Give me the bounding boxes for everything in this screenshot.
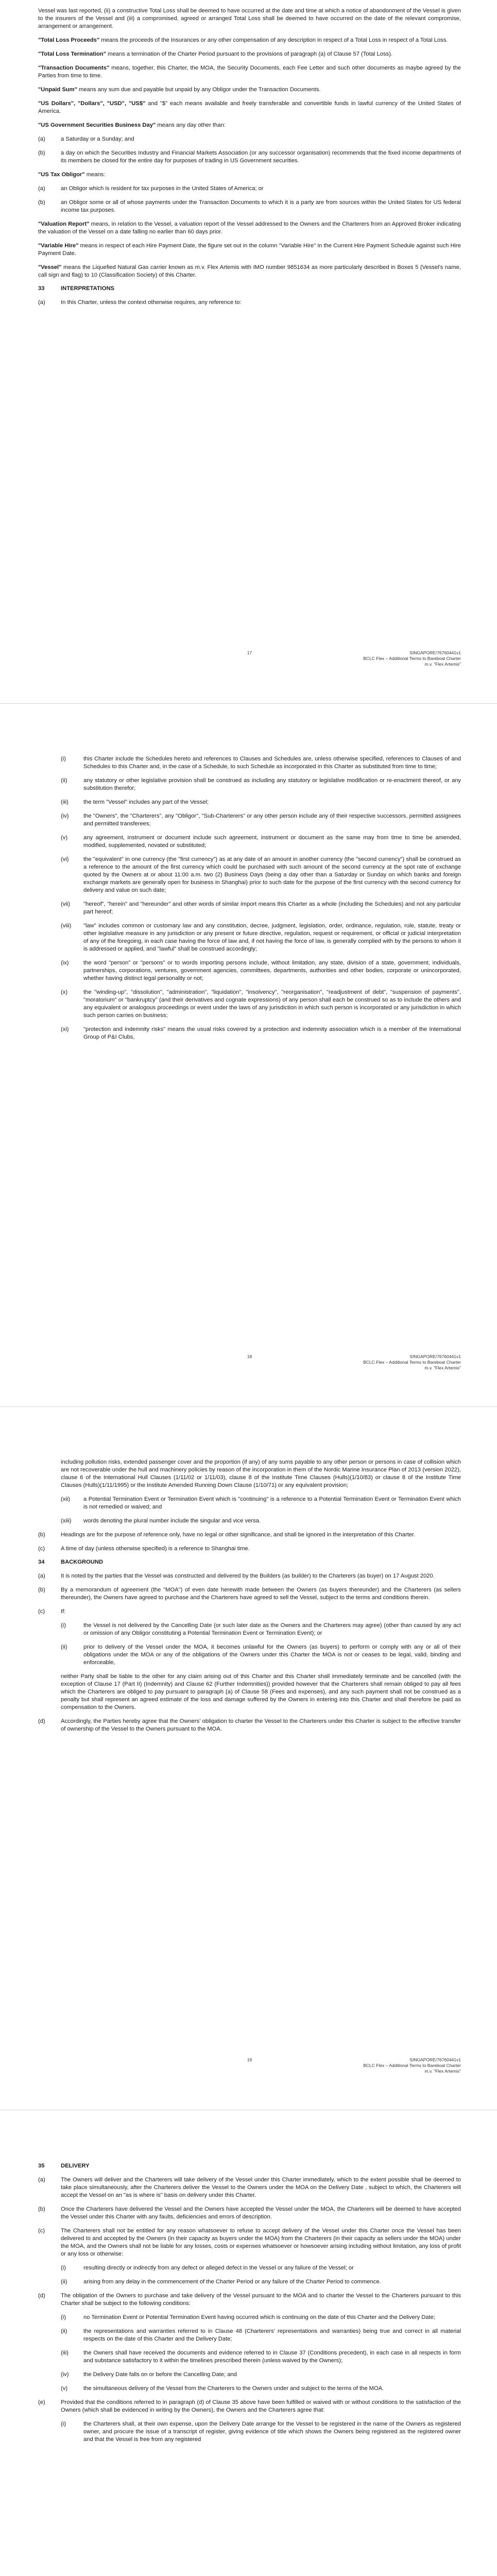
defined-term: "Unpaid Sum" xyxy=(38,87,77,93)
sub-clause-item xyxy=(38,834,461,850)
clause-text: The obligation of the Owners to purchase and take delivery of the Vessel pursuant to the MOA and to charter the Vessel to the Charterers pursuant to this Charter shall be subject to the following conditions: xyxy=(61,2293,461,2307)
page-17-body xyxy=(38,7,461,313)
clause-label: (b) xyxy=(38,150,45,156)
clause-paragraph: Vessel was last reported, (ii) a constructive Total Loss shall be deemed to have occurred at the date and time at which a notice of abandonment of the Vessel is given to the insurers of the Vessel and (iii) a compromised, agreed or arranged Total Loss shall be deemed to have occurred on the date of the relevant compromise, arrangement or arrangement. xyxy=(38,8,461,29)
clause-title: DELIVERY xyxy=(61,2163,90,2169)
clause-text: words denoting the plural number include the singular and vice versa. xyxy=(83,1518,261,1524)
clause-paragraph: neither Party shall be liable to the other for any claim arising out of this Charter and this Charter shall immediately terminate and be cancelled (with the exception of Clause 17 (Part II) (Indemnity) and Clause 62 (Further Indemnities)) provided however that the Charterers shall remain obliged to pay all fees which the Charterers are obliged to pay pursuant to paragraph (a) of Clause 58 (Fees and expenses), and any such payment shall not be construed as a penalty but shall represent an agreed estimate of the loss and damage suffered by the Owners in entering into this Charter and shall therefore be paid as compensation to the Owners. xyxy=(61,1673,461,1710)
definition-paragraph xyxy=(38,37,461,44)
clause-text: prior to delivery of the Vessel under the MOA, it becomes unlawful for the Owners (as buyers) to perform or comply with any or all of their obligations under the MOA or any of the obligations of the Owners under this Charter the MOA is not or ceases to be legal, valid, binding and enforceable, xyxy=(83,1644,461,1666)
clause-label: (b) xyxy=(38,199,45,206)
clause-title: INTERPRETATIONS xyxy=(61,285,115,292)
clause-heading xyxy=(38,285,461,292)
defined-term: "Total Loss Termination" xyxy=(38,51,107,57)
clause-label: (c) xyxy=(38,1608,45,1615)
clause-text: A time of day (unless otherwise specified) is a reference to Shanghai time. xyxy=(61,1546,250,1552)
clause-text: the Charterers shall, at their own expense, upon the Delivery Date arrange for the Vessel to be registered in the name of the Owners as registered owner, and procure the issue of a transcript of register, giving evidence of title which shows the Owners being registered as the registered owner and that the Vessel is free from any registered xyxy=(83,2421,461,2443)
defined-term: "Vessel" xyxy=(38,264,62,270)
clause-text: the term "Vessel" includes any part of the Vessel; xyxy=(83,799,209,805)
clause-label: (i) xyxy=(61,2265,66,2271)
sub-clause-item xyxy=(38,2328,461,2343)
clause-text: Once the Charterers have delivered the Vessel and the Owners have accepted the Vessel under the MOA, the Charterers will be deemed to have accepted the Vessel under this Charter with any faults, deficiencies and errors of description. xyxy=(61,2206,461,2220)
definition-text: means a termination of the Charter Period pursuant to the provisions of paragraph (a) of Clause 57 (Total Loss). xyxy=(106,51,392,57)
clause-item xyxy=(38,2399,461,2414)
sub-clause-item xyxy=(38,922,461,953)
definition-paragraph xyxy=(38,264,461,279)
clause-label: (i) xyxy=(61,756,66,762)
definition-text: means, together, this Charter, the MOA, the Security Documents, each Fee Letter and such other documents as maybe agreed by the Parties from time to time. xyxy=(38,65,461,79)
clause-text: resulting directly or indirectly from any defect or alleged defect in the Vessel or any failure of the Vessel; or xyxy=(83,2265,354,2271)
clause-label: (a) xyxy=(38,299,45,306)
clause-paragraph: including pollution risks, extended passenger cover and the proportion (if any) of any sums payable to any other person or persons in case of collision which are not recoverable under the hull and machinery policies by reason of the incorporation in them of the Nordic Marine Insurance Plan of 2013 (version 2022), clause 6 of the International Hull Clauses (1/11/02 or 1/11/03), clause 8 of the Institute Time Clauses (Hulls)(1/10/83) or clause 8 of the Institute Time Clauses (Hulls)(1/11/1995) or the Institute Amended Running Down Clause (1/10/71) or any equivalent provision; xyxy=(61,1459,461,1488)
page-18 xyxy=(0,704,497,1406)
clause-label: (xi) xyxy=(61,1026,69,1032)
clause-heading xyxy=(38,1559,461,1565)
clause-text: The Charterers shall not be entitled for any reason whatsoever to refuse to accept delivery of the Vessel under this Charter once the Vessel has been delivered to and accepted by the Owners (in their capacity as buyers under the MOA) from the Charterers (in their capacity as sellers under the MOA) under the MOA, and the Owners shall not be liable for any losses, costs or expenses whatsoever or howsoever arising including without limitation, any loss of profit or any loss or otherwise: xyxy=(61,2228,461,2257)
page-18-body xyxy=(38,755,461,1047)
clause-item xyxy=(38,1545,461,1553)
clause-label: (xiii) xyxy=(61,1518,72,1524)
clause-text: any agreement, instrument or document include such agreement, instrument or document as the same may from time to time be amended, modified, supplemented, novated or substituted; xyxy=(83,835,461,849)
clause-text: the simultaneous delivery of the Vessel from the Charterers to the Owners under and subject to the terms of the MOA. xyxy=(83,2385,384,2392)
clause-label: (c) xyxy=(38,1546,45,1552)
clause-text: The Owners will deliver and the Charterers will take delivery of the Vessel under this Charter immediately, which to the extent possible shall be deemed to take place simultaneously, after the Charterers deliver the Vessel to the Owners under the MOA on the Delivery Date , subject to which, the Charterers will accept the Vessel on an "as is where is" basis on delivery under this Charter. xyxy=(61,2177,461,2198)
page-19 xyxy=(0,1407,497,2110)
clause-label: (ix) xyxy=(61,960,69,966)
definition-text: means any sum due and payable but unpaid by any Obligor under the Transaction Documents. xyxy=(77,87,321,93)
clause-number: 33 xyxy=(38,285,45,292)
defined-term: "US Tax Obligor" xyxy=(38,172,85,178)
clause-label: (i) xyxy=(61,2421,66,2427)
clause-label: (i) xyxy=(61,2314,66,2320)
clause-item xyxy=(38,149,461,165)
definition-text: means the Liquefied Natural Gas carrier known as m.v. Flex Artemis with IMO number 9851634 as more particularly described in Boxes 5 (Vessel's name, call sign and flag) to 10 (Classification Society) of this Charter. xyxy=(38,264,461,278)
document-reference: SINGAPORE/76760441v1 BCLC Flex – Additional Terms to Bareboat Charter m.v. "Flex Artemis" xyxy=(363,2057,461,2074)
clause-text: the Owners shall have received the documents and evidence referred to in Clause 37 (Conditions precedent), in each case in all respects in form and substance satisfactory to it within the timelines prescribed therein (unless waived by the Owners); xyxy=(83,2350,461,2364)
clause-label: (d) xyxy=(38,1718,45,1724)
clause-label: (iv) xyxy=(61,2371,69,2378)
clause-text: By a memorandum of agreement (the "MOA") of even date herewith made between the Owners (as buyers thereunder) and the Charterers (as sellers thereunder), the Owners have agreed to purchase and the Charterers have agreed to sell the Vessel, subject to the terms and conditions therein. xyxy=(61,1587,461,1601)
clause-item xyxy=(38,2292,461,2308)
clause-label: (a) xyxy=(38,136,45,142)
clause-text: an Obligor which is resident for tax purposes in the United States of America; or xyxy=(61,185,264,192)
clause-text: the Vessel is not delivered by the Cancelling Date (or such later date as the Owners and the Charterers may agree) (other than caused by any act or omission of any Obligor constituting a Potential Termination Event or Termination Event); or xyxy=(83,1622,461,1636)
defined-term: "Total Loss Proceeds" xyxy=(38,37,100,43)
clause-text: arising from any delay in the commencement of the Charter Period or any failure of the Charter Period to commence. xyxy=(83,2279,381,2285)
definition-paragraph xyxy=(38,100,461,115)
definition-text: means in respect of each Hire Payment Date, the figure set out in the column "Variable Hire" in the Current Hire Payment Schedule against such Hire Payment Date. xyxy=(38,243,461,257)
sub-clause-item xyxy=(38,2420,461,2444)
clause-text: "hereof", "herein" and "hereunder" and other words of similar import means this Charter as a whole (including the Schedules) and not any particular part hereof; xyxy=(83,901,461,915)
clause-label: (b) xyxy=(38,2206,45,2212)
clause-text: a Potential Termination Event or Termination Event which is "continuing" is a reference to a Potential Termination Event or Termination Event which is not remedied or waived; and xyxy=(83,1496,461,1510)
clause-label: (v) xyxy=(61,835,68,841)
clause-label: (viii) xyxy=(61,923,72,929)
clause-text: the "winding-up", "dissolution", "administration", "liquidation", "insolvency", "reorganisation", "readjustment of debt", "suspension of payments", "moratorium" or "bankruptcy" (and their derivatives and cognate expressions) of any person shall each be construed so as to include the others and any equivalent or analogous proceedings or event under the laws of any jurisdiction in which such person is incorporated or any jurisdiction in which such person carries on business; xyxy=(83,989,461,1019)
page-20 xyxy=(0,2110,497,2576)
clause-item xyxy=(38,1608,461,1616)
clause-label: (iv) xyxy=(61,813,69,819)
definition-paragraph xyxy=(38,122,461,129)
clause-label: (c) xyxy=(38,2228,45,2234)
clause-text: "protection and indemnity risks" means the usual risks covered by a protection and indemnity association which is a member of the International Group of P&I Clubs, xyxy=(83,1026,461,1040)
clause-text: Provided that the conditions referred to in paragraph (d) of Clause 35 above have been fulfilled or waived with or without conditions to the satisfaction of the Owners (which shall be evidenced in writing by the Owners), the Owners and the Charterers agree that: xyxy=(61,2399,461,2413)
defined-term: "Transaction Documents" xyxy=(38,65,110,71)
clause-item xyxy=(38,299,461,307)
clause-item xyxy=(38,2206,461,2221)
clause-heading xyxy=(38,2163,461,2169)
sub-clause-item xyxy=(38,1026,461,1041)
definition-paragraph xyxy=(38,171,461,179)
definition-paragraph xyxy=(38,50,461,58)
clause-item xyxy=(38,199,461,214)
page-17 xyxy=(0,0,497,703)
defined-term: "US Dollars", "Dollars", "USD", "US$" xyxy=(38,100,146,107)
clause-item xyxy=(38,1718,461,1733)
defined-term: "Valuation Report" xyxy=(38,221,90,227)
clause-label: (iii) xyxy=(61,2350,68,2356)
clause-label: (ii) xyxy=(61,1644,67,1650)
clause-title: BACKGROUND xyxy=(61,1559,104,1565)
sub-clause-item xyxy=(38,1496,461,1511)
clause-label: (b) xyxy=(38,1532,45,1538)
clause-item xyxy=(38,1586,461,1602)
definition-paragraph xyxy=(38,64,461,80)
sub-clause-item xyxy=(38,2349,461,2365)
sub-clause-item xyxy=(38,1517,461,1525)
clause-label: (vi) xyxy=(61,856,69,862)
sub-clause-item xyxy=(38,2314,461,2321)
clause-text: the "Owners", the "Charterers", any "Obligor", "Sub-Charterers" or any other person include any of their respective successors, permitted assignees and permitted transferees; xyxy=(83,813,461,827)
sub-clause-item xyxy=(38,812,461,828)
clause-item xyxy=(38,1572,461,1580)
clause-label: (ii) xyxy=(61,2328,67,2334)
defined-term: "US Government Securities Business Day" xyxy=(38,122,156,128)
clause-label: (ii) xyxy=(61,2279,67,2285)
clause-item xyxy=(38,2176,461,2199)
sub-clause-item xyxy=(38,2371,461,2379)
clause-label: (d) xyxy=(38,2293,45,2299)
clause-text: the representations and warranties referred to in Clause 48 (Charterers' representations and warranties) being true and correct in all material respects on the date of this Charter and the Delivery Date; xyxy=(83,2328,461,2342)
clause-text: If: xyxy=(61,1608,66,1615)
clause-text: In this Charter, unless the context otherwise requires, any reference to: xyxy=(61,299,242,306)
clause-text: the word "person" or "persons" or to words importing persons include, without limitation, any state, division of a state, government, individuals, partnerships, corporations, ventures, government agencies, committees, departments, authorities and other bodies, corporate or unincorporated, whether having distinct legal personality or not; xyxy=(83,960,461,981)
definition-text: means, in relation to the Vessel, a valuation report of the Vessel addressed to the Owners and the Charterers from an Approved Broker indicating the valuation of the Vessel on a date falling no earlier than 60 days prior. xyxy=(38,221,461,235)
clause-text: "law" includes common or customary law and any constitution, decree, judgment, legislation, order, ordinance, regulation, rule, statute, treaty or other legislative measure in any jurisdiction or any present or future directive, regulation, request or requirement, or official or judicial interpretation of any of the foregoing, in each case having the force of law and, if not having the force of law, is generally complied with by the persons to whom it is addressed or applied, and "lawful" shall be construed accordingly; xyxy=(83,923,461,952)
clause-text: the Delivery Date falls on or before the Cancelling Date; and xyxy=(83,2371,237,2378)
page-19-body xyxy=(38,1459,461,1739)
sub-clause-item xyxy=(38,2385,461,2393)
clause-label: (b) xyxy=(38,1587,45,1593)
page-20-body xyxy=(38,2160,461,2450)
sub-clause-item xyxy=(38,959,461,982)
sub-clause-item xyxy=(38,901,461,916)
clause-text: the "equivalent" in one currency (the "first currency") as at any date of an amount in another currency (the "second currency") shall be construed as a reference to the amount of the first currency which could be purchased with such amount of the second currency at the spot rate of exchange quoted by the Owners at or about 11:00 a.m. two (2) Business Days (being a day other than a Saturday or Sunday on which banks and foreign exchange markets are generally open for business in Shanghai) prior to such date for the purpose of the first currency with the second currency for delivery and value on such date; xyxy=(83,856,461,893)
clause-text: any statutory or other legislative provision shall be construed as including any statutory or legislative modification or re-enactment thereof, or any substitution therefor; xyxy=(83,777,461,791)
clause-item xyxy=(38,135,461,143)
definition-paragraph xyxy=(38,86,461,94)
definition-text: and "$" each means available and freely transferable and convertible funds in lawful currency of the United States of America. xyxy=(38,100,461,114)
sub-clause-item xyxy=(38,856,461,894)
document-reference: SINGAPORE/76760441v1 BCLC Flex – Additional Terms to Bareboat Charter m.v. "Flex Artemis" xyxy=(363,1354,461,1370)
clause-number: 34 xyxy=(38,1559,45,1565)
clause-label: (e) xyxy=(38,2399,45,2405)
sub-clause-item xyxy=(38,2264,461,2272)
page-number: 17 xyxy=(247,650,252,655)
sub-clause-item xyxy=(38,777,461,792)
clause-item xyxy=(38,1531,461,1539)
clause-label: (x) xyxy=(61,989,68,995)
clause-text: an Obligor some or all of whose payments under the Transaction Documents to which it is a party are from sources within the United States for US federal income tax purposes. xyxy=(61,199,461,213)
clause-label: (ii) xyxy=(61,777,67,784)
document-reference: SINGAPORE/76760441v1 BCLC Flex – Additional Terms to Bareboat Charter m.v. "Flex Artemis" xyxy=(363,650,461,667)
clause-text: a day on which the Securities Industry and Financial Markets Association (or any successor organisation) recommends that the fixed income departments of its members be closed for the entire day for purposes of trading in US Government securities. xyxy=(61,150,461,164)
clause-item xyxy=(38,185,461,193)
sub-clause-item xyxy=(38,2278,461,2286)
sub-clause-item xyxy=(38,989,461,1020)
clause-text: It is noted by the parties that the Vessel was constructed and delivered by the Builders (as builder) to the Charterers (as buyer) on 17 August 2020. xyxy=(61,1573,435,1579)
clause-label: (xii) xyxy=(61,1496,71,1502)
sub-clause-item xyxy=(38,799,461,806)
clause-label: (iii) xyxy=(61,799,68,805)
page-number: 18 xyxy=(247,1354,252,1359)
definition-text: means any day other than: xyxy=(156,122,226,128)
clause-label: (v) xyxy=(61,2385,68,2392)
clause-text: a Saturday or a Sunday; and xyxy=(61,136,134,142)
sub-clause-item xyxy=(38,1643,461,1667)
clause-number: 35 xyxy=(38,2163,45,2169)
clause-text: this Charter include the Schedules hereto and references to Clauses and Schedules are, unless otherwise specified, references to Clauses of and Schedules to this Charter and, in the case of a Schedule, to such Schedule as incorporated in this Charter as substituted from time to time; xyxy=(83,756,461,770)
clause-label: (a) xyxy=(38,185,45,192)
defined-term: "Variable Hire" xyxy=(38,243,79,249)
clause-label: (vii) xyxy=(61,901,71,907)
clause-label: (i) xyxy=(61,1622,66,1629)
clause-text: no Termination Event or Potential Termination Event having occurred which is continuing on the date of this Charter and the Delivery Date; xyxy=(83,2314,436,2320)
definition-paragraph xyxy=(38,242,461,258)
sub-clause-item xyxy=(38,755,461,771)
clause-item xyxy=(38,2227,461,2258)
definition-text: means the proceeds of the Insurances or any other compensation of any description in respect of a Total Loss in respect of a Total Loss. xyxy=(99,37,448,43)
clause-text: Headings are for the purpose of reference only, have no legal or other significance, and shall be ignored in the interpretation of this Charter. xyxy=(61,1532,416,1538)
page-number: 19 xyxy=(247,2057,252,2062)
definition-paragraph xyxy=(38,221,461,236)
clause-label: (a) xyxy=(38,2177,45,2183)
definition-text: means: xyxy=(84,172,106,178)
sub-clause-item xyxy=(38,1622,461,1637)
clause-text: Accordingly, the Parties hereby agree that the Owners' obligation to charter the Vessel to the Charterers under this Charter is subject to the effective transfer of ownership of the Vessel to the Owners pursuant to the MOA. xyxy=(61,1718,461,1732)
clause-label: (a) xyxy=(38,1573,45,1579)
